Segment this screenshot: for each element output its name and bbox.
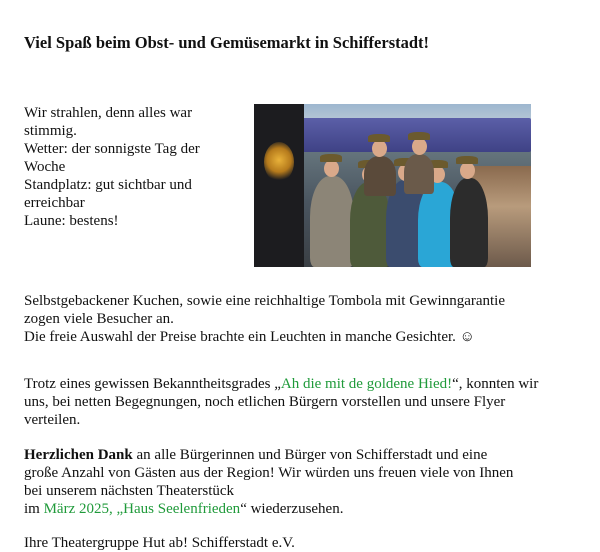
intro-line: Standplatz: gut sichtbar und [24,177,192,193]
fame-text: “, konnten wir [452,376,539,392]
thanks-line: große Anzahl von Gästen aus der Region! Wir würden uns freuen viele von Ihnen [24,465,514,481]
person-head [372,140,387,157]
thanks-bold: Herzlichen Dank [24,447,133,463]
person-head [460,162,475,179]
banner-logo [264,142,294,182]
intro-line: erreichbar [24,195,85,211]
person-head [412,138,427,155]
fame-paragraph [24,375,538,429]
intro-line: stimmig. [24,123,77,139]
person-figure [404,154,434,194]
hat-icon [368,134,390,142]
cake-line: zogen viele Besucher an. [24,311,174,327]
hat-icon [456,156,478,164]
person-figure [450,178,488,267]
thanks-line [24,500,513,518]
intro-line: Woche [24,159,66,175]
thanks-paragraph [24,446,513,518]
fame-line [24,375,538,393]
thanks-text: im [24,501,44,517]
cake-paragraph [24,292,505,346]
thanks-line: bei unserem nächsten Theaterstück [24,483,235,499]
intro-line: Laune: bestens! [24,213,119,229]
hat-icon [320,154,342,162]
hat-icon [408,132,430,140]
cake-line: Selbstgebackener Kuchen, sowie eine reichhaltige Tombola mit Gewinngarantie [24,293,506,309]
person-figure [364,156,396,196]
person-head [324,160,339,177]
signature: Ihre Theatergruppe Hut ab! Schifferstadt e.V. [24,535,295,551]
nickname-highlight: Ah die mit de goldene Hied! [280,376,453,392]
cake-line: Die freie Auswahl der Preise brachte ein Leuchten in manche Gesichter. ☺ [24,329,475,345]
theater-banner [254,104,304,267]
group-photo [254,104,531,267]
thanks-text: “ wiederzusehen. [240,501,344,517]
fame-text: Trotz eines gewissen Bekanntheitsgrades „ [24,376,281,392]
fame-line: uns, bei netten Begegnungen, noch etlichen Bürgern vorstellen und unsere Flyer [24,394,506,410]
intro-line: Wetter: der sonnigste Tag der [24,141,200,157]
intro-line: Wir strahlen, denn alles war [24,105,193,121]
thanks-line [24,446,513,464]
fame-line: verteilen. [24,412,81,428]
play-title-highlight: März 2025, „Haus Seelenfrieden [43,501,241,517]
page-heading: Viel Spaß beim Obst- und Gemüsemarkt in Schifferstadt! [24,33,430,52]
thanks-text: an alle Bürgerinnen und Bürger von Schifferstadt und eine [132,447,488,463]
intro-paragraph [24,104,200,230]
person-figure [310,176,354,267]
